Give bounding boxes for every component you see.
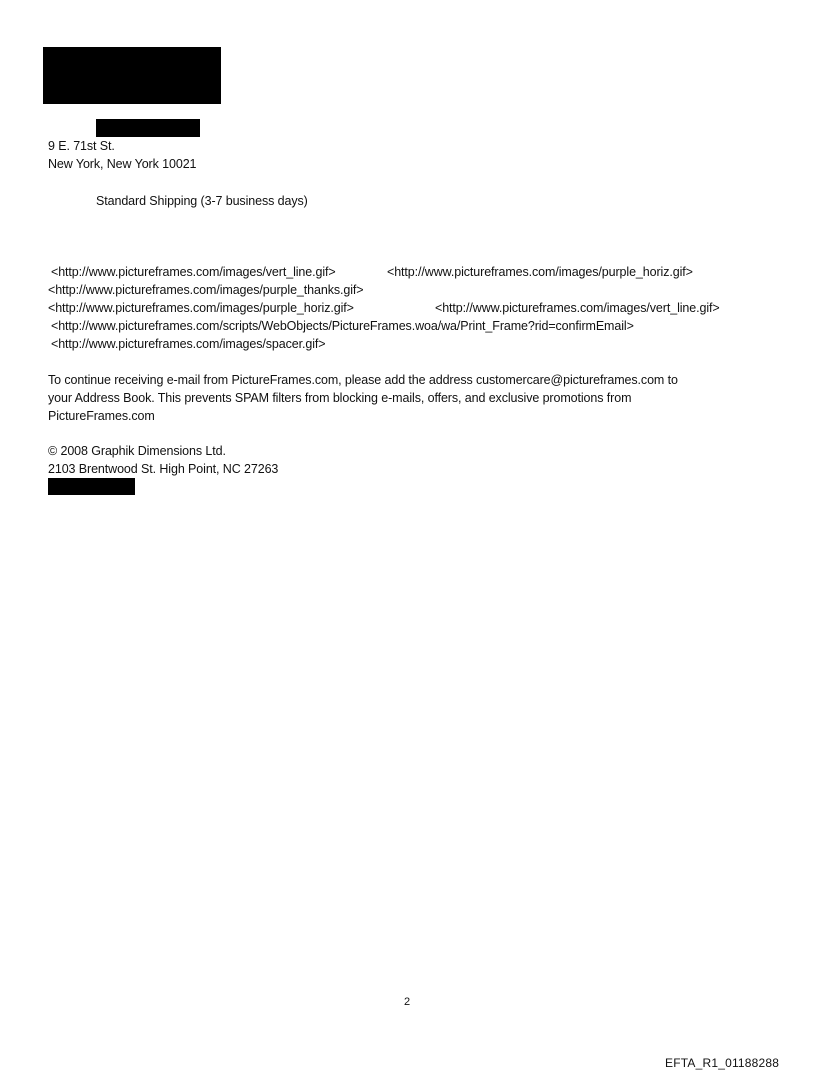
print-frame-link: <http://www.pictureframes.com/scripts/WebObjects/PictureFrames.woa/wa/Print_Frame?rid=confirmEmail>: [51, 319, 634, 333]
image-link-purple-horiz: <http://www.pictureframes.com/images/purple_horiz.gif>: [387, 265, 693, 279]
image-link-purple-thanks: <http://www.pictureframes.com/images/purple_thanks.gif>: [48, 283, 364, 297]
redaction-block-footer: [48, 478, 135, 495]
image-link-vert-line-2: <http://www.pictureframes.com/images/vert_line.gif>: [435, 301, 720, 315]
address-city-state-zip: New York, New York 10021: [48, 157, 197, 171]
notice-line-3: PictureFrames.com: [48, 409, 155, 423]
redaction-block-name: [96, 119, 200, 137]
image-link-vert-line: <http://www.pictureframes.com/images/vert_line.gif>: [51, 265, 336, 279]
bates-number: EFTA_R1_01188288: [665, 1056, 780, 1070]
copyright-text: © 2008 Graphik Dimensions Ltd.: [48, 444, 226, 458]
page-number: 2: [404, 996, 411, 1008]
shipping-method: Standard Shipping (3-7 business days): [96, 194, 308, 208]
image-link-purple-horiz-2: <http://www.pictureframes.com/images/purple_horiz.gif>: [48, 301, 354, 315]
redaction-block-header: [43, 47, 221, 104]
image-link-spacer: <http://www.pictureframes.com/images/spacer.gif>: [51, 337, 326, 351]
notice-line-2: your Address Book. This prevents SPAM filters from blocking e-mails, offers, and exclusive promotions from: [48, 391, 632, 405]
notice-line-1: To continue receiving e-mail from PictureFrames.com, please add the address customercare@pictureframes.com to: [48, 373, 678, 387]
address-street: 9 E. 71st St.: [48, 139, 115, 153]
company-address: 2103 Brentwood St. High Point, NC 27263: [48, 462, 279, 476]
